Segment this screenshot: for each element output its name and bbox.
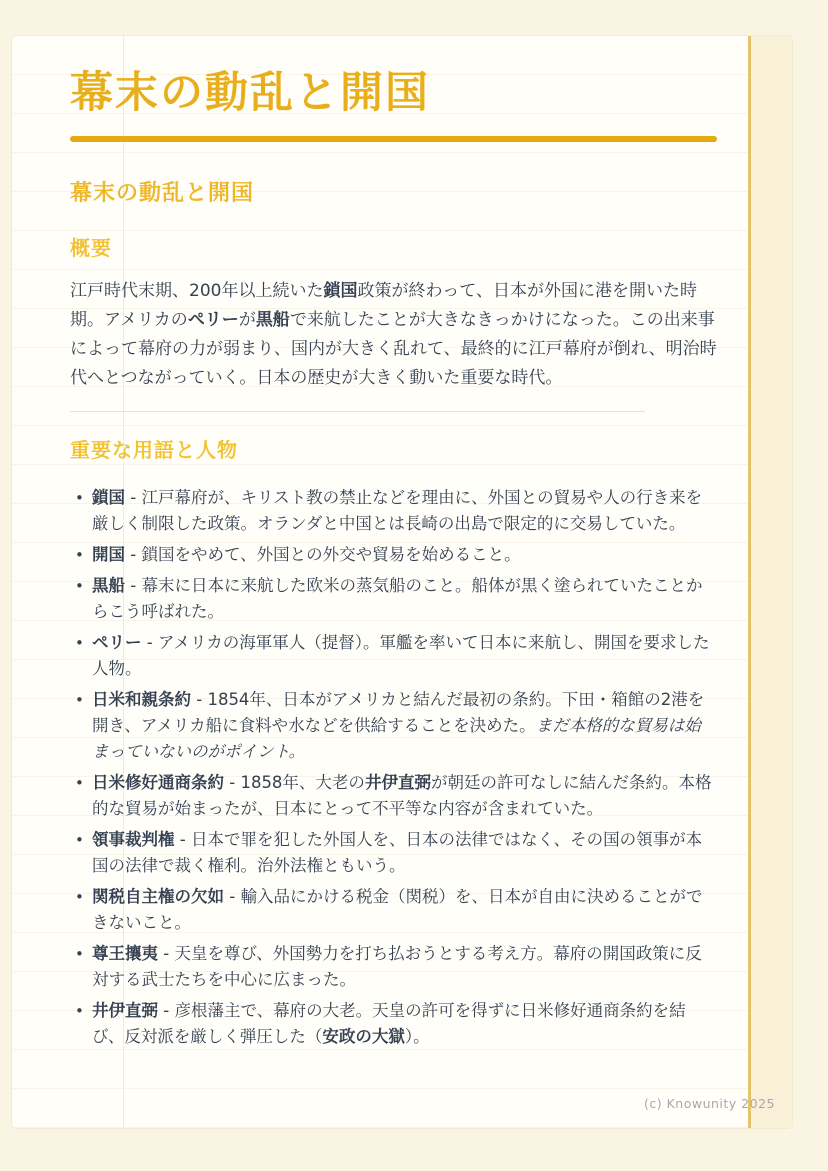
term-text: 井伊直弼 - 彦根藩主で、幕府の大老。天皇の許可を得ずに日米修好通商条約を結び、反対派を厳しく弾圧した（安政の大獄）。: [92, 1001, 686, 1046]
section-heading-overview: 概要: [70, 236, 112, 260]
term-text: 開国 - 鎖国をやめて、外国との外交や貿易を始めること。: [92, 545, 521, 564]
term-item-sakoku: [70, 485, 717, 537]
section-heading-terms: 重要な用語と人物: [70, 438, 238, 462]
term-item-kurofune: [70, 573, 717, 625]
bullet-icon: •: [75, 831, 84, 849]
document-sheet: [12, 36, 792, 1128]
notebook-margin-line: [748, 36, 751, 1128]
article-heading: 幕末の動乱と開国: [70, 181, 255, 206]
bullet-icon: •: [75, 888, 84, 906]
bullet-icon: •: [75, 546, 84, 564]
section-divider: [70, 411, 645, 412]
copyright-notice: (c) Knowunity 2025: [644, 1096, 775, 1111]
terms-list: [70, 485, 717, 1050]
term-item-washinjoyaku: [70, 687, 717, 765]
term-item-sonnojoi: [70, 941, 717, 993]
term-text: 領事裁判権 - 日本で罪を犯した外国人を、日本の法律ではなく、その国の領事が本国の法律で裁く権利。治外法権ともいう。: [92, 830, 703, 875]
bullet-icon: •: [75, 945, 84, 963]
term-text: 日米修好通商条約 - 1858年、大老の井伊直弼が朝廷の許可なしに結んだ条約。本格的な貿易が始まったが、日本にとって不平等な内容が含まれていた。: [92, 773, 712, 818]
bullet-icon: •: [75, 634, 84, 652]
term-text: 関税自主権の欠如 - 輸入品にかける税金（関税）を、日本が自由に決めることができないこと。: [92, 887, 703, 932]
bullet-icon: •: [75, 691, 84, 709]
bullet-icon: •: [75, 577, 84, 595]
term-item-shukotsushojoyaku: [70, 770, 717, 822]
term-text: 尊王攘夷 - 天皇を尊び、外国勢力を打ち払おうとする考え方。幕府の開国政策に反対する武士たちを中心に広まった。: [92, 944, 702, 989]
term-item-kaikoku: [70, 542, 717, 568]
term-text: 日米和親条約 - 1854年、日本がアメリカと結んだ最初の条約。下田・箱館の2港を開き、アメリカ船に食料や水などを供給することを決めた。まだ本格的な貿易は始まっていないのがポイント。: [92, 690, 705, 761]
overview-paragraph: 江戸時代末期、200年以上続いた鎖国政策が終わって、日本が外国に港を開いた時期。アメリカのペリーが黒船で来航したことが大きなきっかけになった。この出来事によって幕府の力が弱まり、国内が大きく乱れて、最終的に江戸幕府が倒れ、明治時代へとつながっていく。日本の歴史が大きく動いた重要な時代。: [70, 281, 717, 388]
bullet-icon: •: [75, 774, 84, 792]
bullet-icon: •: [75, 1002, 84, 1020]
term-item-perry: [70, 630, 717, 682]
document-content: [70, 36, 717, 1055]
term-item-iinaosuke: [70, 998, 717, 1050]
bullet-icon: •: [75, 489, 84, 507]
term-item-kanzeijishuken: [70, 884, 717, 936]
title-underline: [70, 136, 717, 142]
term-item-ryojisaibanken: [70, 827, 717, 879]
term-text: 黒船 - 幕末に日本に来航した欧米の蒸気船のこと。船体が黒く塗られていたことからこう呼ばれた。: [92, 576, 703, 621]
document-title: 幕末の動乱と開国: [70, 68, 430, 118]
term-text: 鎖国 - 江戸幕府が、キリスト教の禁止などを理由に、外国との貿易や人の行き来を厳しく制限した政策。オランダと中国とは長崎の出島で限定的に交易していた。: [92, 488, 703, 533]
term-text: ペリー - アメリカの海軍軍人（提督）。軍艦を率いて日本に来航し、開国を要求した人物。: [92, 633, 710, 678]
notebook-margin-strip: [751, 36, 792, 1128]
